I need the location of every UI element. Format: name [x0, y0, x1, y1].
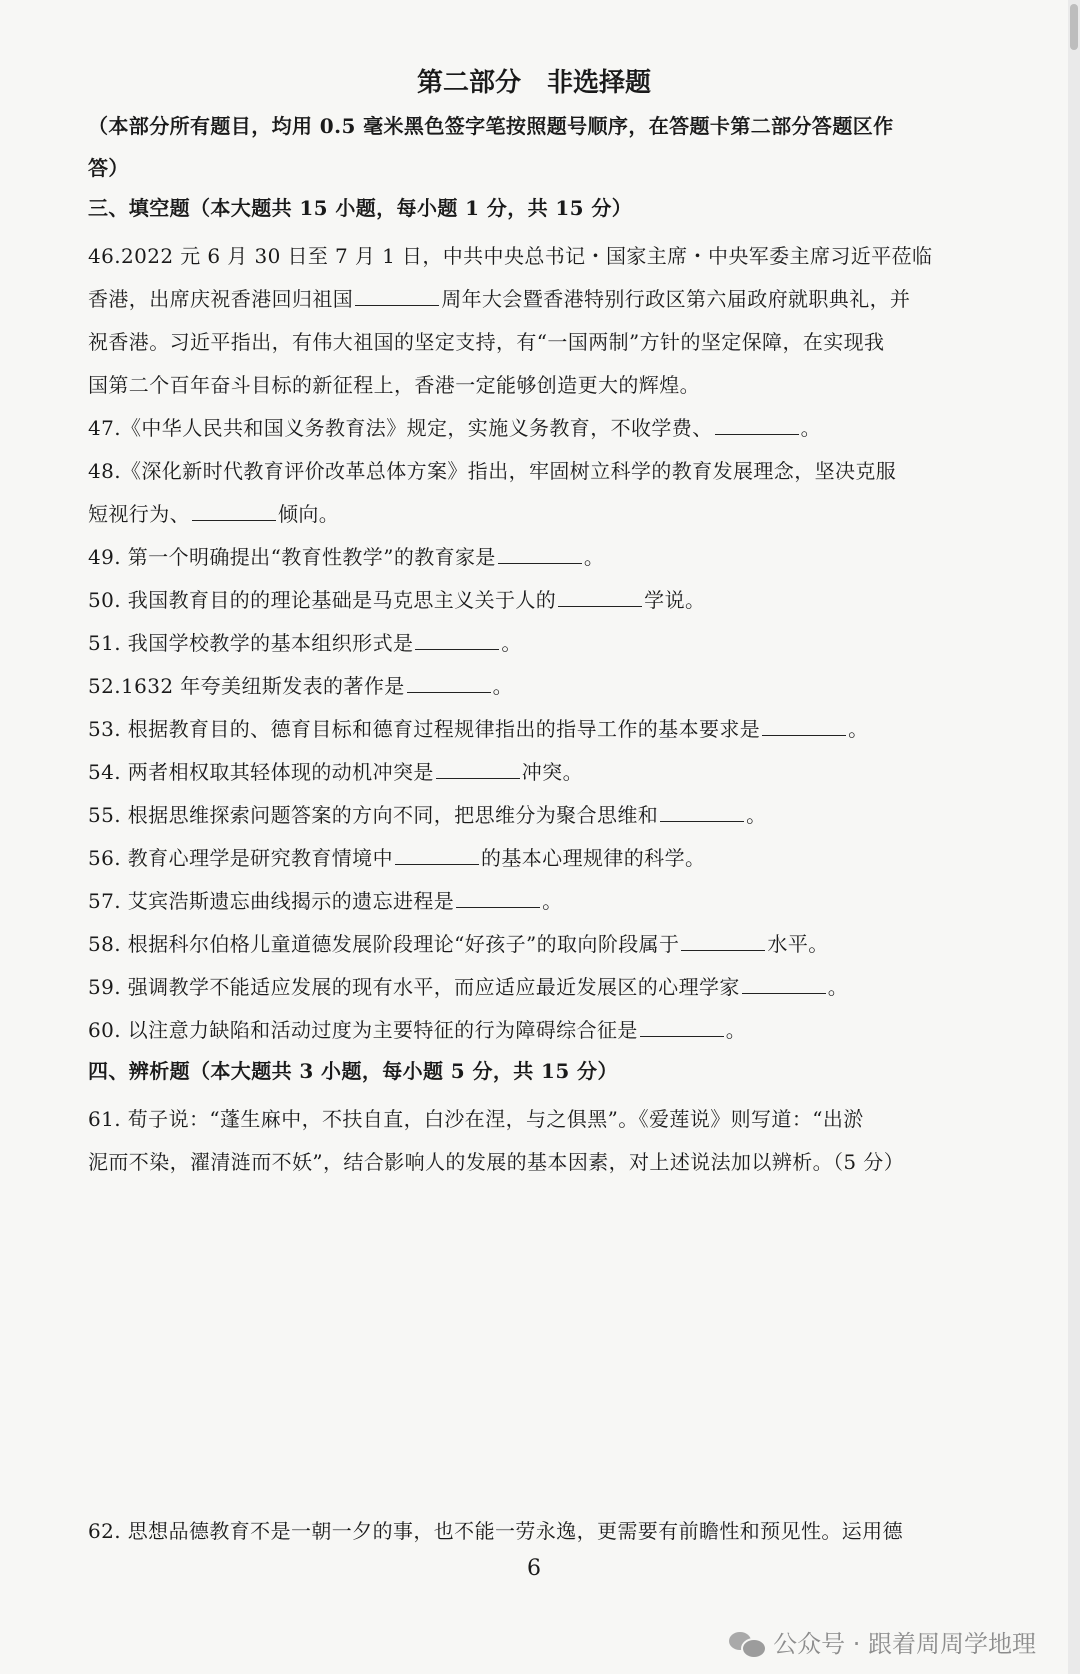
- q55-text-a: 55. 根据思维探索问题答案的方向不同，把思维分为聚合思维和: [88, 803, 659, 827]
- wechat-icon: [729, 1628, 765, 1656]
- q55-text-b: 。: [746, 803, 767, 827]
- q56-blank: [395, 846, 479, 865]
- section-3-header: 三、填空题（本大题共 15 小题，每小题 1 分，共 15 分）: [88, 196, 633, 220]
- q50-text-a: 50. 我国教育目的的理论基础是马克思主义关于人的: [88, 588, 557, 612]
- instruction-line-2: 答）: [88, 156, 129, 180]
- q53-blank: [762, 717, 846, 736]
- question-50: [88, 584, 705, 613]
- question-47: [88, 412, 821, 441]
- question-58: [88, 928, 829, 957]
- q50-blank: [558, 588, 642, 607]
- q47-blank: [715, 416, 799, 435]
- question-46-line-4: 国第二个百年奋斗目标的新征程上，香港一定能够创造更大的辉煌。: [88, 373, 700, 397]
- question-54: [88, 756, 583, 785]
- question-46-line-2: [88, 283, 910, 312]
- q56-text-b: 的基本心理规律的科学。: [480, 846, 706, 870]
- question-61-line-1: 61. 荀子说：“蓬生麻中，不扶自直，白沙在涅，与之俱黑”。《爱莲说》则写道：“出淤: [88, 1107, 864, 1131]
- scrollbar-thumb[interactable]: [1070, 4, 1078, 50]
- q59-blank: [742, 975, 826, 994]
- question-55: [88, 799, 767, 828]
- question-48-line-2: [88, 498, 339, 527]
- section-4-header: 四、辨析题（本大题共 3 小题，每小题 5 分，共 15 分）: [88, 1059, 618, 1083]
- q52-text-b: 。: [492, 674, 514, 698]
- q59-text-b: 。: [827, 975, 849, 999]
- q46-text-a: 香港，出席庆祝香港回归祖国: [88, 287, 354, 311]
- question-56: [88, 842, 705, 871]
- q47-text-b: 。: [800, 416, 822, 440]
- part-title: 第二部分 非选择题: [416, 68, 651, 98]
- question-62-line-1: 62. 思想品德教育不是一朝一夕的事，也不能一劳永逸，更需要有前瞻性和预见性。运用德: [88, 1519, 903, 1543]
- q60-blank: [640, 1018, 724, 1037]
- q57-text-a: 57. 艾宾浩斯遗忘曲线揭示的遗忘进程是: [88, 889, 455, 913]
- q50-text-b: 学说。: [644, 588, 706, 612]
- q51-text-a: 51. 我国学校教学的基本组织形式是: [88, 631, 414, 655]
- q54-blank: [436, 760, 520, 779]
- q49-text-b: 。: [583, 545, 605, 569]
- question-61-line-2: 泥而不染，濯清涟而不妖”，结合影响人的发展的基本因素，对上述说法加以辨析。（5 分）: [88, 1150, 905, 1174]
- question-53: [88, 713, 869, 742]
- q53-text-a: 53. 根据教育目的、德育目标和德育过程规律指出的指导工作的基本要求是: [88, 717, 761, 741]
- q53-text-b: 。: [848, 717, 869, 741]
- question-49: [88, 541, 604, 570]
- q49-text-a: 49. 第一个明确提出“教育性教学”的教育家是: [88, 545, 496, 569]
- q48-text-a: 短视行为、: [88, 502, 190, 526]
- question-48-line-1: 48.《深化新时代教育评价改革总体方案》指出，牢固树立科学的教育发展理念，坚决克服: [88, 459, 897, 483]
- watermark-text: 公众号 · 跟着周周学地理: [773, 1630, 1036, 1658]
- q54-text-a: 54. 两者相权取其轻体现的动机冲突是: [88, 760, 434, 784]
- q48-blank: [192, 502, 276, 521]
- q51-blank: [415, 631, 499, 650]
- question-52: [88, 670, 513, 699]
- question-46-line-1: 46.2022 元 6 月 30 日至 7 月 1 日，中共中央总书记・国家主席・中央军委主席习近平莅临: [88, 244, 933, 268]
- q52-text-a: 52.1632 年夸美纽斯发表的著作是: [88, 674, 405, 698]
- question-60: [88, 1014, 746, 1043]
- q51-text-b: 。: [501, 631, 522, 655]
- instruction-line-1: （本部分所有题目，均用 0.5 毫米黑色签字笔按照题号顺序，在答题卡第二部分答题区作: [88, 114, 894, 138]
- q54-text-b: 冲突。: [521, 760, 583, 784]
- question-57: [88, 885, 563, 914]
- q48-text-b: 倾向。: [278, 502, 340, 526]
- q47-text-a: 47.《中华人民共和国义务教育法》规定，实施义务教育，不收学费、: [88, 416, 713, 440]
- q60-text-b: 。: [725, 1018, 747, 1042]
- question-59: [88, 971, 848, 1000]
- q58-blank: [681, 932, 765, 951]
- q57-text-b: 。: [542, 889, 563, 913]
- q55-blank: [660, 803, 744, 822]
- question-46-line-3: 祝香港。习近平指出，有伟大祖国的坚定支持，有“一国两制”方针的坚定保障，在实现我: [88, 330, 885, 354]
- q56-text-a: 56. 教育心理学是研究教育情境中: [88, 846, 393, 870]
- question-51: [88, 627, 522, 656]
- page-number: 6: [527, 1556, 541, 1581]
- q60-text-a: 60. 以注意力缺陷和活动过度为主要特征的行为障碍综合征是: [88, 1018, 638, 1042]
- q58-text-b: 水平。: [767, 932, 829, 956]
- watermark: [729, 1624, 1036, 1659]
- q52-blank: [407, 674, 491, 693]
- q58-text-a: 58. 根据科尔伯格儿童道德发展阶段理论“好孩子”的取向阶段属于: [88, 932, 680, 956]
- q57-blank: [456, 889, 540, 908]
- q49-blank: [498, 545, 582, 564]
- q46-text-b: 周年大会暨香港特别行政区第六届政府就职典礼，并: [441, 287, 911, 311]
- scrollbar[interactable]: [1068, 0, 1080, 1674]
- q59-text-a: 59. 强调教学不能适应发展的现有水平，而应适应最近发展区的心理学家: [88, 975, 740, 999]
- q46-blank: [355, 287, 439, 306]
